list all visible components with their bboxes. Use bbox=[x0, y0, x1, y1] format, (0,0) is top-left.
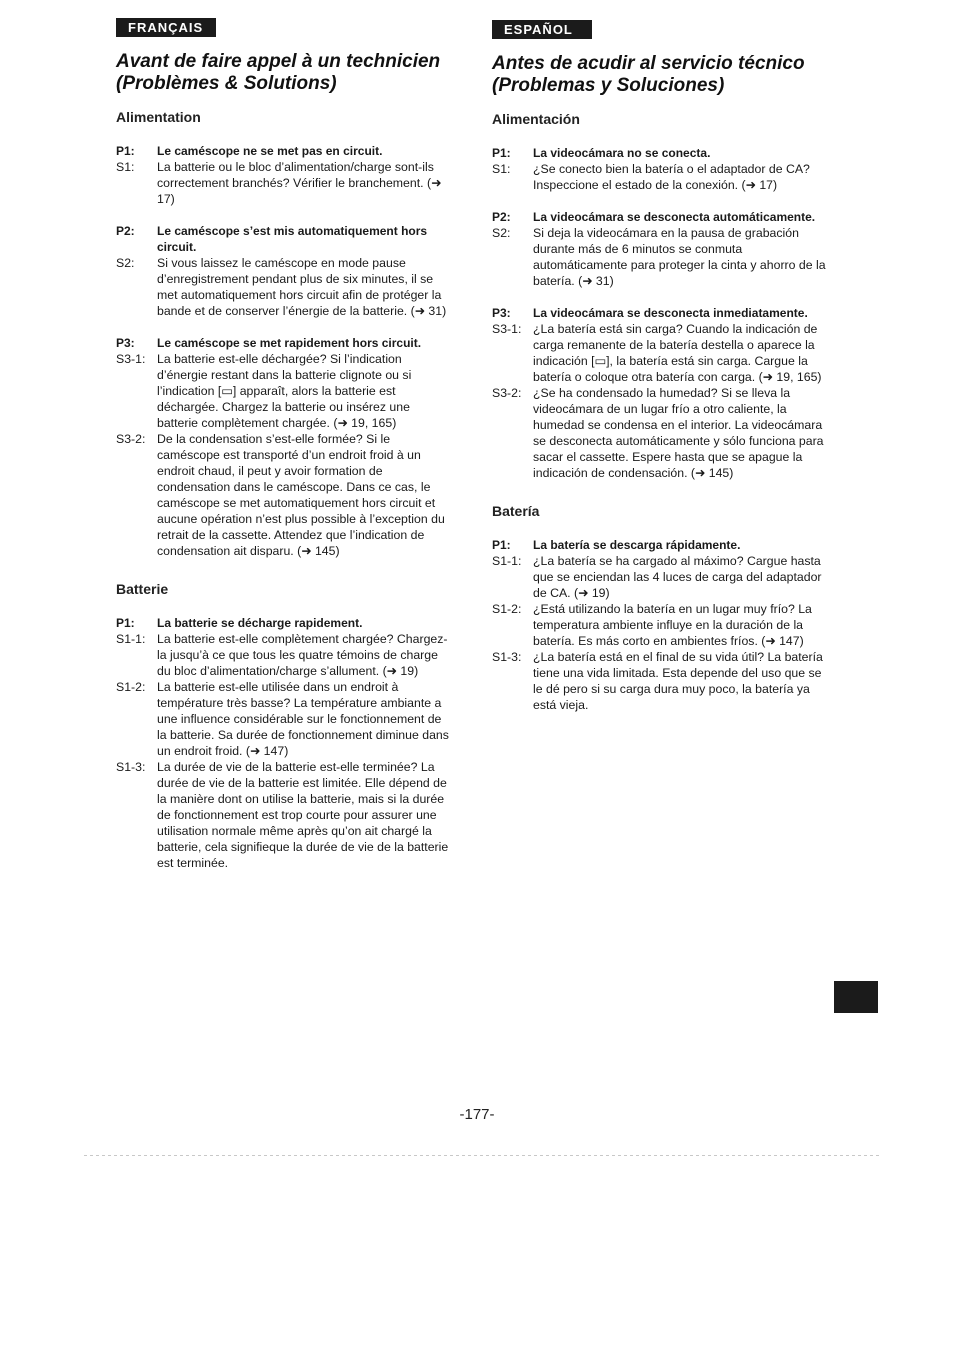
problem-item bbox=[116, 335, 452, 351]
qa-list bbox=[492, 537, 828, 713]
solution-item bbox=[492, 385, 828, 481]
solution-text: La batterie est-elle complètement chargée? Chargez-la jusqu’à ce que tous les quatre témoins de charge du bloc d’alimentation/charge s’allument. (➜ 19) bbox=[157, 632, 448, 678]
solution-label: S1-2: bbox=[492, 602, 522, 616]
solution-text: ¿La batería está en el final de su vida útil? La batería tiene una vida limitada. Esta depende del uso que se le dé pero si su carga dura muy poco, la batería ya está vieja. bbox=[533, 650, 823, 712]
solution-item bbox=[116, 631, 452, 679]
solution-item bbox=[116, 431, 452, 559]
solution-text: La batterie ou le bloc d’alimentation/charge sont-ils correctement branchés? Vérifier le branchement. (➜ 17) bbox=[157, 160, 442, 206]
solution-label: S1-1: bbox=[492, 554, 522, 568]
solution-text: De la condensation s’est-elle formée? Si le caméscope est transporté d’un endroit froid à un endroit chaud, il peut y avoir formation de condensation dans le caméscope. Dans ce cas, le caméscope se met automatiquement hors circuit et aucune opération n’est plus possible à l’exception du retrait de la cassette. Attendez que l’indication de condensation ait disparu. (➜ 145) bbox=[157, 432, 445, 558]
language-tag-french: FRANÇAIS bbox=[116, 18, 216, 37]
solution-label: S3-2: bbox=[492, 386, 522, 400]
problem-label: P3: bbox=[116, 336, 135, 350]
problem-label: P2: bbox=[116, 224, 135, 238]
french-column bbox=[116, 18, 452, 871]
solution-label: S1-1: bbox=[116, 632, 146, 646]
problem-item bbox=[116, 143, 452, 159]
problem-item bbox=[492, 209, 828, 225]
solution-text: ¿Se ha condensado la humedad? Si se lleva la videocámara de un lugar frío a otro caliente, la humedad se condensa en el interior. La videocámara se desconecta automáticamente y sólo funciona para sacar el cassette. Espere hasta que se apague la indicación de condensación. (➜ 145) bbox=[533, 386, 824, 480]
section-heading-alimentacion: Alimentación bbox=[492, 111, 580, 127]
qa-list bbox=[492, 145, 828, 481]
solution-label: S2: bbox=[492, 226, 511, 240]
problem-text: Le caméscope ne se met pas en circuit. bbox=[157, 144, 383, 158]
solution-text: La batterie est-elle utilisée dans un endroit à température très basse? La température ambiante a une influence considérable sur le fonctionnement de la batterie. Sa durée de fonctionnement diminue dans un endroit froid. (➜ 147) bbox=[157, 680, 449, 758]
solution-item bbox=[492, 601, 828, 649]
solution-label: S2: bbox=[116, 256, 135, 270]
solution-text: ¿La batería se ha cargado al máximo? Cargue hasta que se enciendan las 4 luces de carga del adaptador de CA. (➜ 19) bbox=[533, 554, 822, 600]
spanish-column bbox=[492, 18, 828, 713]
problem-text: Le caméscope s’est mis automatiquement hors circuit. bbox=[157, 224, 428, 254]
solution-label: S1: bbox=[492, 162, 511, 176]
solution-item bbox=[492, 321, 828, 385]
solution-item bbox=[492, 161, 828, 193]
section-heading-alimentation: Alimentation bbox=[116, 109, 201, 125]
solution-text: ¿Se conecto bien la batería o el adaptador de CA? Inspeccione el estado de la conexión. (➜ 17) bbox=[533, 162, 810, 192]
problem-label: P1: bbox=[492, 538, 511, 552]
problem-text: Le caméscope se met rapidement hors circuit. bbox=[157, 336, 422, 350]
solution-label: S1-3: bbox=[116, 760, 146, 774]
page-number: -177- bbox=[459, 1106, 495, 1123]
solution-item bbox=[492, 649, 828, 713]
solution-label: S3-1: bbox=[116, 352, 146, 366]
solution-text: Si vous laissez le caméscope en mode pause d’enregistrement pendant plus de six minutes, il se met automatiquement hors circuit afin de protéger la bande et de conserver l’énergie de la batterie. (➜ 31) bbox=[157, 256, 447, 318]
section-marker-tab bbox=[834, 981, 878, 1013]
solution-item bbox=[116, 351, 452, 431]
solution-item bbox=[492, 225, 828, 289]
problem-item bbox=[492, 537, 828, 553]
solution-item bbox=[492, 553, 828, 601]
solution-text: ¿La batería está sin carga? Cuando la indicación de carga remanente de la batería destella o aparece la indicación [▭], la batería está sin carga. Cargue la batería o coloque otra batería con carga. (➜ 19, 165) bbox=[533, 322, 822, 384]
problem-item bbox=[116, 223, 452, 255]
solution-text: La batterie est-elle déchargée? Si l’indication d’énergie restant dans la batterie clignote ou si l’indication [▭] apparaît, alors la batterie est déchargée. Chargez la batterie ou insérez une batterie complètement chargée. (➜ 19, 165) bbox=[157, 352, 412, 430]
spanish-title: Antes de acudir al servicio técnico (Problemas y Soluciones) bbox=[492, 53, 805, 96]
problem-item bbox=[492, 305, 828, 321]
section-heading-bateria: Batería bbox=[492, 503, 540, 519]
language-tag-spanish: ESPAÑOL bbox=[492, 20, 592, 39]
problem-label: P3: bbox=[492, 306, 511, 320]
solution-item bbox=[116, 759, 452, 871]
solution-item bbox=[116, 255, 452, 319]
solution-label: S1-3: bbox=[492, 650, 522, 664]
problem-text: La videocámara se desconecta inmediatamente. bbox=[533, 306, 808, 320]
solution-label: S1: bbox=[116, 160, 135, 174]
scan-divider bbox=[84, 1155, 880, 1156]
problem-text: La batería se descarga rápidamente. bbox=[533, 538, 741, 552]
solution-item bbox=[116, 679, 452, 759]
problem-text: La videocámara no se conecta. bbox=[533, 146, 711, 160]
solution-text: Si deja la videocámara en la pausa de grabación durante más de 6 minutos se conmuta automáticamente para proteger la cinta y ahorro de la batería. (➜ 31) bbox=[533, 226, 826, 288]
problem-text: La videocámara se desconecta automáticamente. bbox=[533, 210, 816, 224]
problem-item bbox=[116, 615, 452, 631]
qa-list bbox=[116, 143, 452, 559]
problem-label: P1: bbox=[116, 144, 135, 158]
problem-label: P2: bbox=[492, 210, 511, 224]
section-heading-batterie: Batterie bbox=[116, 581, 169, 597]
problem-label: P1: bbox=[492, 146, 511, 160]
solution-label: S3-2: bbox=[116, 432, 146, 446]
solution-text: ¿Está utilizando la batería en un lugar muy frío? La temperatura ambiente influye en la duración de la batería. Es más corto en ambientes fríos. (➜ 147) bbox=[533, 602, 812, 648]
solution-label: S3-1: bbox=[492, 322, 522, 336]
solution-item bbox=[116, 159, 452, 207]
problem-item bbox=[492, 145, 828, 161]
qa-list bbox=[116, 615, 452, 871]
solution-text: La durée de vie de la batterie est-elle terminée? La durée de vie de la batterie est limitée. Elle dépend de la manière dont on utilise la batterie, mais si la durée de fonctionnement est trop courte pour assurer une utilisation normale même après qu’on ait chargé la batterie, cela signifieque la durée de vie de la batterie est terminée. bbox=[157, 760, 449, 870]
problem-text: La batterie se décharge rapidement. bbox=[157, 616, 363, 630]
solution-label: S1-2: bbox=[116, 680, 146, 694]
french-title: Avant de faire appel à un technicien (Problèmes & Solutions) bbox=[116, 51, 441, 94]
problem-label: P1: bbox=[116, 616, 135, 630]
